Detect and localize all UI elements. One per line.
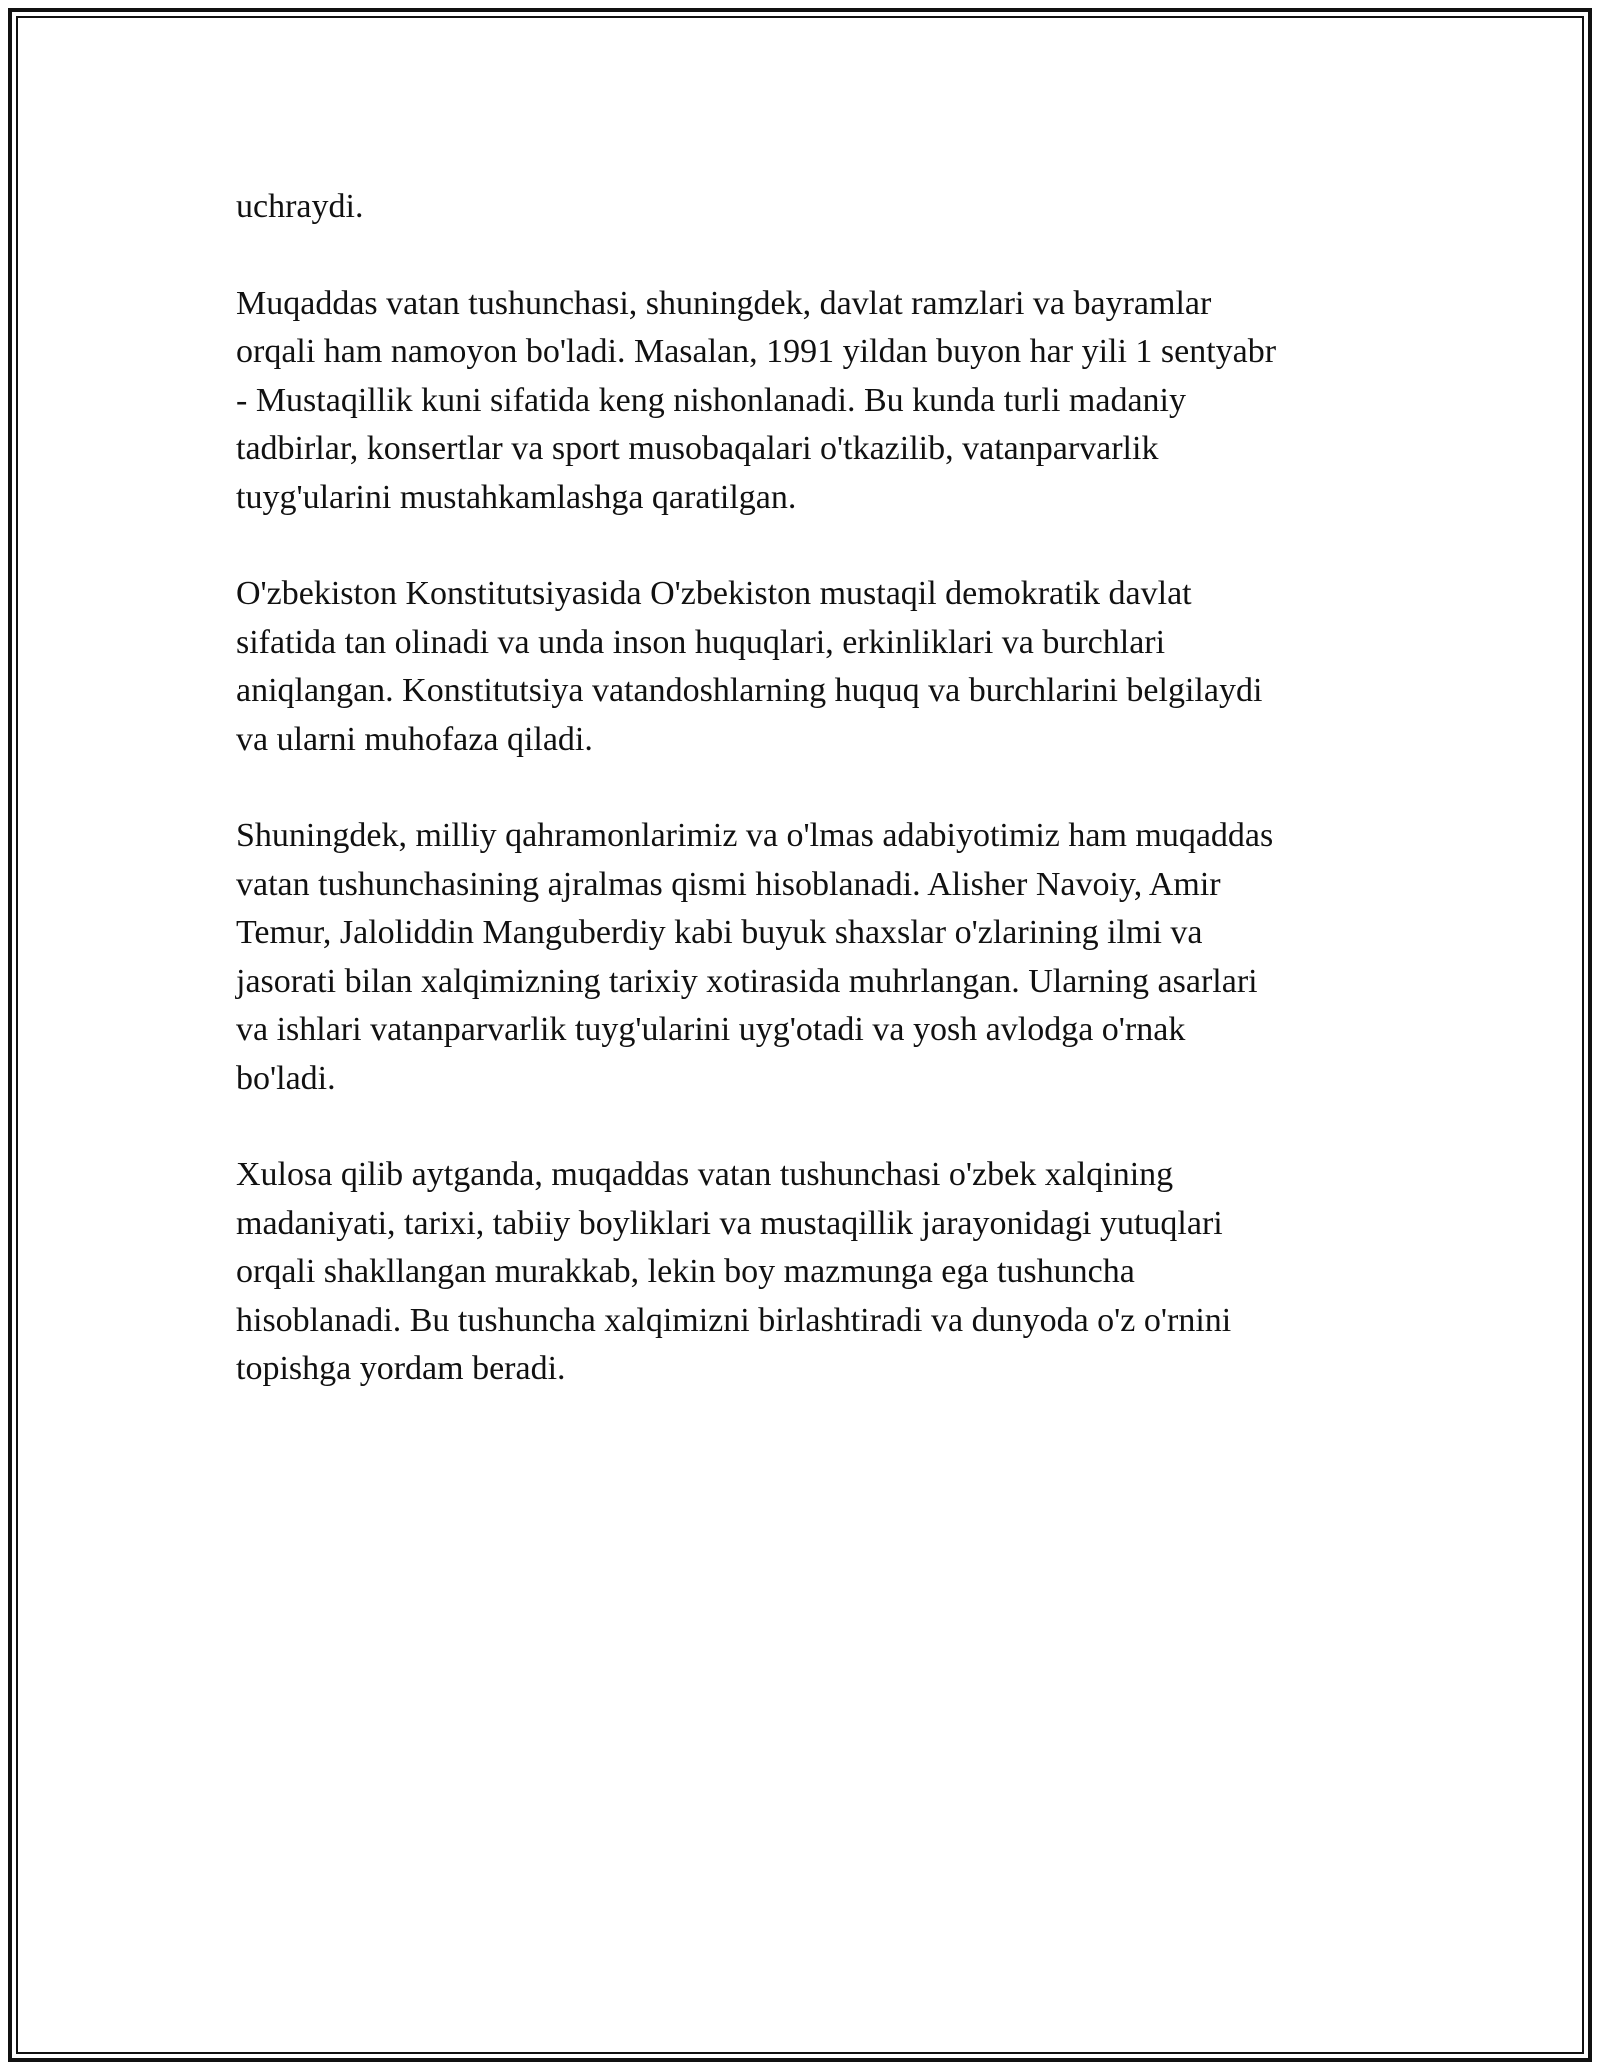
paragraph-national-heroes: Shuningdek, milliy qahramonlarimiz va o'lmas adabiyotimiz ham muqaddas vatan tushunchasining ajralmas qismi hisoblanadi. Alisher Navoiy, Amir Temur, Jaloliddin Manguberdiy kabi buyuk shaxslar o'zlarining ilmi va jasorati bilan xalqimizning tarixiy xotirasida muhrlangan. Ularning asarlari va ishlari vatanparvarlik tuyg'ularini uyg'otadi va yosh avlodga o'rnak bo'ladi. [236,817,1274,1097]
paragraph-conclusion: Xulosa qilib aytganda, muqaddas vatan tushunchasi o'zbek xalqining madaniyati, tarixi, tabiiy boyliklari va mustaqillik jarayonidagi yutuqlari orqali shakllangan murakkab, lekin boy mazmunga ega tushuncha hisoblanadi. Bu tushuncha xalqimizni birlashtiradi va dunyoda o'z o'rnini topishga yordam beradi. [236,1156,1232,1387]
paragraph-symbols-holidays: Muqaddas vatan tushunchasi, shuningdek, davlat ramzlari va bayramlar orqali ham namoyon bo'ladi. Masalan, 1991 yildan buyon har yili 1 sentyabr - Mustaqillik kuni sifatida keng nishonlanadi. Bu kunda turli madaniy tadbirlar, konsertlar va sport musobaqalari o'tkazilib, vatanparvarlik tuyg'ularini mustahkamlashga qaratilgan. [236,284,1277,516]
paragraph-continuation: uchraydi. [236,188,364,225]
paragraph-constitution: O'zbekiston Konstitutsiyasida O'zbekiston mustaqil demokratik davlat sifatida tan olinadi va unda inson huquqlari, erkinliklari va burchlari aniqlangan. Konstitutsiya vatandoshlarning huquq va burchlarini belgilaydi va ularni muhofaza qiladi. [236,575,1263,758]
document-body [236,183,1386,1442]
